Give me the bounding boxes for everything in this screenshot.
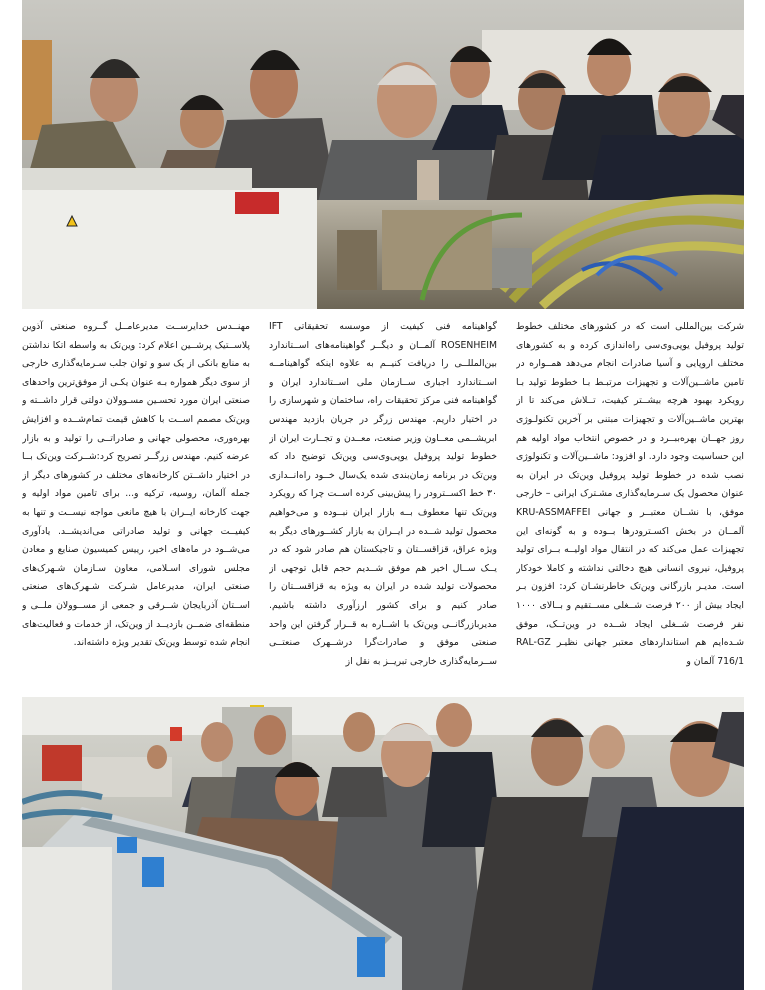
text-column-left <box>22 318 250 690</box>
column-paragraph: مهنــدس خدایرســت مدیرعامــل گــروه صنعتی آذوین پلاســتیک پرشــین اعلام کرد: وین‌تک به واسطه اتکا نداشتن به منابع بانکی از یک سو و توان جلب سـرمایه‌گذاری خارجی از سوی دیگر همواره بـه عنوان یکـی از موفق‌ترین واحدهای صنعتی ایران مورد تحسـین مسـوولان دولتی قرار داشــته و وین‌تک مصمم اســت با کاهش قیمت تمام‌شــده و افزایش بهره‌وری، محصولی جهانی و صادراتــی را تولید و به بازار عرضه کنیم. مهندس زرگــر تصریح کرد:شــرکت وین‌تک بــا در اختیار داشــتن کارخانه‌های مختلف در کشورهای دیگر از جمله آلمان، روسیه، ترکیه و... برای تامین مواد اولیه و جهت کارخانه ایــران با هیچ مانعی مواجه نیســت و تنها به کیفیــت جهانی و تولید صادراتی می‌اندیشــد. یادآوری می‌شــود در ماه‌های اخیر، رییس کمیسیون صنایع و معادن مجلس شورای اسـلامی، معاون سـازمان شـهرک‌های صنعتی ایران، مدیرعامل شـرکت شـهرک‌های صنعتی اســتان آذربایجان شــرقی و جمعی از مســوولان ملــی و منطقه‌ای ضمــن بازدیــد از وین‌تک، از خدمات و فعالیت‌های انجام شده توسط وین‌تک تقدیر ویژه داشته‌اند. <box>22 321 250 649</box>
column-paragraph: گواهینامه فنی کیفیت از موسسه تحقیقاتی IFT ROSENHEIM آلمــان و دیگــر گواهینامه‌های اســتاندارد بین‌المللــی را دریافت کنیــم به علاوه اینکه گواهینامــه اســتاندارد اجباری ســازمان ملی اســتاندارد ایران و گواهینامه فنی مرکز تحقیقات راه، ساختمان و شهرسازی را در اختیار داریم. مهندس زرگر در جریان بازدید مهندس ابریشــمی معــاون وزیر صنعت، معــدن و تجــارت ایران از خطوط تولید پروفیل یوپی‌وی‌سی وین‌تک توضیح داد که وین‌تک در برنامه زمان‌بندی شده یک‌سال خــود راه‌انــدازی ۳۰ خط اکســترودر را پیش‌بینی کرده اســت چرا که رویکرد وین‌تک تنها معطوف بــه بازار ایران نبــوده و می‌خواهیم محصول تولید شــده در ایــران به بازار کشــورهای دیگر به ویژه عراق، قزاقســتان و تاجیکستان هم صادر شود که در یــک ســال اخیر هم موفق شــدیم حجم قابل توجهی از محصولات تولید شده در ایران به ویژه به قزاقســتان را صادر کنیم و برای کشور ارزآوری داشته باشیم. مدیربازرگانــی وین‌تک با اشــاره به قــرار گرفتن این واحد صنعتی موفق و صادرات‌گرا درشــهرک صنعتــی ســرمایه‌گذاری خارجی تبریــز به نقل از <box>269 321 497 667</box>
top-photo <box>22 0 744 309</box>
text-column-middle <box>269 318 497 690</box>
text-column-right <box>516 318 744 690</box>
bottom-photo <box>22 697 744 990</box>
column-paragraph: شرکت بین‌المللی است که در کشورهای مختلف خطوط تولید پروفیل یوپی‌وی‌سی راه‌اندازی کرده و به کشورهای مختلف اروپایی و آسیا صادرات انجام می‌دهد همــواره در تامین ماشــین‌آلات و تجهیزات مرتبـط بـا خطوط تولید بـا رویکرد بهبود هرچه بیشــتر کیفیت، تــلاش می‌کند تا از بهترین ماشــین‌آلات و تجهیزات مبتنی بر آخرین تکنولـوژی روز جهــان بهره‌ببــرد و در خصوص انتخاب مواد اولیه هم این حساسیت وجود دارد. او افزود: ماشــین‌آلات و تکنولوژی نصب شده در خطوط تولید پروفیل وین‌تک در ایران به عنوان محصول یک سـرمایه‌گذاری مشـترک ایرانی – خارجی موفق، با نشــان معتبــر و جهانی KRU-ASSMAFFEI آلمــان در بخش اکسـترودرها بــوده و به گونه‌ای این تجهیزات عمل می‌کند که در انتقال مواد اولیــه بــرای تولید پروفیل، نیروی انسانی هیچ دخالتی نداشته و کاملا خودکار است. مدیـر بازرگانی وین‌تک خاطرنشـان کرد: افزون بـر ایجاد بیش از ۲۰۰ فرصت شــغلی مســتقیم و بــالای ۱۰۰۰ نفر فرصت شــغلی ایجاد شــده در وین‌تــک، موفق شـده‌ایم هم استانداردهای معتبر جهانی نظیـر RAL-GZ 716/1 آلمان و <box>516 321 744 667</box>
article-body <box>22 318 744 690</box>
